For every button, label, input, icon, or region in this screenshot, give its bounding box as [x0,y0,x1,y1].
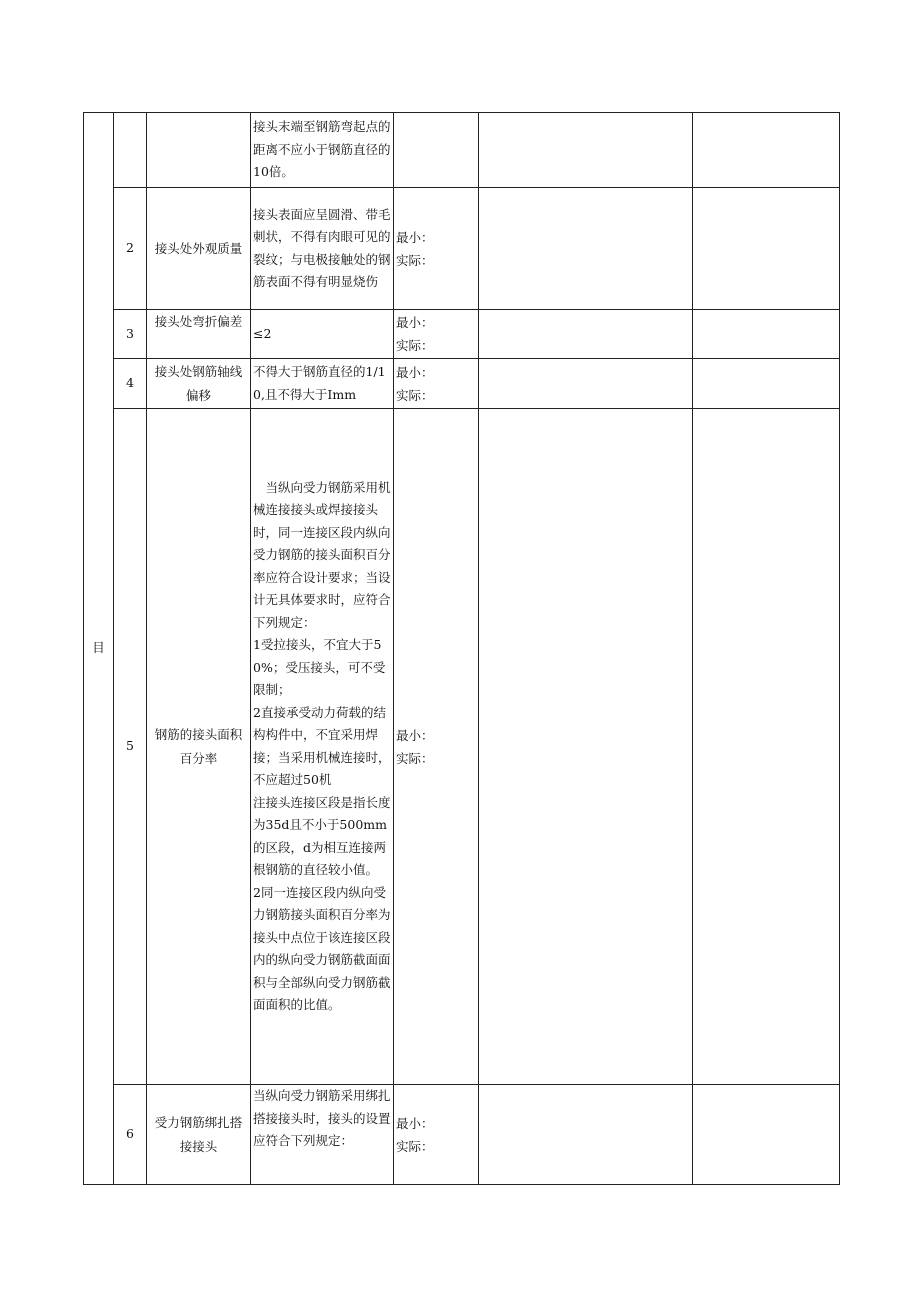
actual-label: 实际： [396,750,434,766]
requirement-text: 不得大于钢筋直径的1/10,且不得大于Imm [251,359,394,409]
result-cell[interactable] [479,188,693,310]
table-row [84,1085,840,1185]
requirement-paragraph: 1受拉接头，不宜大于50%；受压接头，可不受限制； [253,637,386,697]
result-cell[interactable] [479,359,693,409]
inspection-table [83,112,840,1185]
remark-cell[interactable] [693,113,840,188]
requirement-text: ≤2 [251,310,394,359]
requirement-cell [251,113,394,188]
row-number: 5 [114,409,147,1085]
requirement-paragraph: 注接头连接区段是指长度为35d且不小于500mm的区段，d为相互连接两根钢筋的直径较小值。 [253,794,391,877]
actual-label: 实际： [396,338,434,353]
requirement-paragraph: 当纵向受力钢筋采用机械连接接头或焊接接头时，同一连接区段内纵向受力钢筋的接头面积百分率应符合设计要求；当设计无具体要求时，应符合下列规定： [253,479,391,630]
row-number: 3 [114,310,147,359]
requirement-cell [251,409,394,1085]
item-name: 接头处钢筋轴线偏移 [147,359,251,409]
item-name: 受力钢筋绑扎搭接接头 [147,1085,251,1185]
item-name: 钢筋的接头面积百分率 [147,409,251,1085]
row-number: 2 [114,188,147,310]
min-label: 最小： [396,315,434,330]
result-cell[interactable] [479,113,693,188]
min-label: 最小： [396,1115,434,1131]
requirement-paragraph: 2同一连接区段内纵向受力钢筋接头面积百分率为接头中点位于该连接区段内的纵向受力钢筋截面面积与全部纵向受力钢筋截面面积的比值。 [253,884,391,1012]
row-number: 4 [114,359,147,409]
result-cell[interactable] [479,1085,693,1185]
result-cell[interactable] [479,409,693,1085]
min-label: 最小： [396,727,434,743]
table-row [84,188,840,310]
category-cell [84,113,114,1185]
table-row [84,359,840,409]
table-row [84,310,840,359]
requirement-text: 接头末端至钢筋弯起点的距离不应小于钢筋直径的10倍。 [253,119,391,180]
remark-cell[interactable] [693,310,840,359]
actual-label: 实际： [396,252,434,268]
requirement-text: 当纵向受力钢筋采用绑扎搭接接头时，接头的设置应符合下列规定： [251,1085,394,1185]
item-name: 接头处弯折偏差 [147,310,251,359]
table-row [84,409,840,1085]
check-cell[interactable] [394,359,479,409]
result-cell[interactable] [479,310,693,359]
remark-cell[interactable] [693,409,840,1085]
actual-label: 实际： [396,387,434,403]
remark-cell[interactable] [693,359,840,409]
check-cell[interactable] [394,188,479,310]
row-number: 6 [114,1085,147,1185]
min-label: 最小： [396,364,434,380]
remark-cell[interactable] [693,1085,840,1185]
item-cell [147,113,251,188]
requirement-paragraph: 2直接承受动力荷载的结构构件中，不宜采用焊接；当采用机械连接时，不应超过50机 [253,704,391,787]
min-label: 最小： [396,229,434,245]
no-cell [114,113,147,188]
check-cell[interactable] [394,1085,479,1185]
category-label: 目 [92,640,105,656]
check-cell[interactable] [394,409,479,1085]
check-cell[interactable] [394,310,479,359]
requirement-text: 接头表面应呈圆滑、带毛刺状，不得有肉眼可见的裂纹；与电极接触处的钢筋表面不得有明显烧伤 [251,188,394,310]
item-name: 接头处外观质量 [147,188,251,310]
table-row [84,113,840,188]
check-cell[interactable] [394,113,479,188]
remark-cell[interactable] [693,188,840,310]
actual-label: 实际： [396,1138,434,1154]
